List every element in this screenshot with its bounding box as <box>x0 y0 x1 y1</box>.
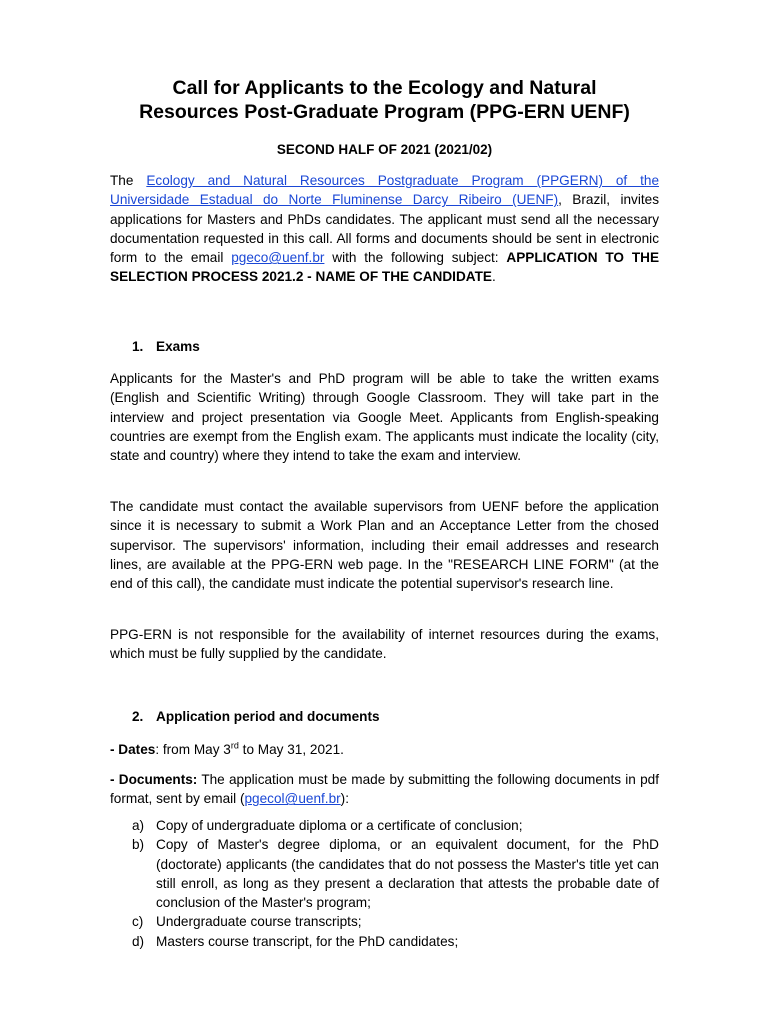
section-1-title: Exams <box>156 339 200 354</box>
list-item-text: Undergraduate course transcripts; <box>156 914 362 930</box>
intro-text-3: with the following subject: <box>324 250 507 266</box>
list-item-marker: a) <box>132 818 145 833</box>
dates-text-b: to May 31, 2021. <box>238 742 344 757</box>
documents-text-b: ): <box>340 791 349 807</box>
title-line-2: Resources Post-Graduate Program (PPG-ERN UENF) <box>139 101 630 123</box>
section-2-number: 2. <box>132 709 144 724</box>
exams-paragraph-2: The candidate must contact the available supervisors from UENF before the application since it is necessary to submit a Work Plan and an Acceptance Letter from the chosed supervisor. The supervisors' information, including their email addresses and research lines, are available at the PPG-ERN web page. In the "RESEARCH LINE FORM" (at the end of this call), the candidate must indicate the potential supervisor's research line. <box>110 499 659 592</box>
exams-paragraph-3: PPG-ERN is not responsible for the availability of internet resources during the exams, which must be fully supplied by the candidate. <box>110 627 659 662</box>
document-title <box>110 76 659 124</box>
documents-label: - Documents: <box>110 772 198 787</box>
list-item <box>110 932 659 951</box>
list-item-text: Copy of Master's degree diploma, or an equivalent document, for the PhD (doctorate) applicants (the candidates that do not possess the Master's title yet can still enroll, as long as they present a declaration that attests the probable date of conclusion of the Master's program; <box>156 837 659 911</box>
intro-text-4: . <box>491 269 496 285</box>
exams-paragraph-1: Applicants for the Master's and PhD program will be able to take the written exams (English and Scientific Writing) through Google Classroom. They will take part in the interview and project presentation via Google Meet. Applicants from English-speaking countries are exempt from the English exam. The applicants must indicate the locality (city, state and country) where they intend to take the exam and interview. <box>110 371 659 464</box>
email-subject: APPLICATION TO THE SELECTION PROCESS 2021.2 - NAME OF THE CANDIDATE <box>110 250 660 285</box>
section-2-title: Application period and documents <box>156 709 380 724</box>
documents-paragraph <box>110 770 659 809</box>
email-link[interactable]: pgeco@uenf.br <box>231 250 325 266</box>
section-2-heading <box>132 708 380 726</box>
list-item-marker: b) <box>132 837 145 853</box>
intro-text-1: The <box>110 173 147 188</box>
intro-text-2: , Brazil, invites applications for Masters and PhDs candidates. The applicant must send all the necessary documentation requested in this call. All forms and documents should be sent in electronic form to the email <box>110 192 659 266</box>
documents-text-a: The application must be made by submitting the following documents in pdf format, sent by email ( <box>110 772 660 807</box>
title-line-1: Call for Applicants to the Ecology and Natural <box>172 77 597 99</box>
documents-list <box>110 816 659 951</box>
intro-paragraph <box>110 171 659 287</box>
list-item-marker: d) <box>132 933 145 949</box>
list-item-text: Masters course transcript, for the PhD candidates; <box>156 933 459 949</box>
documents-email-link[interactable]: pgecol@uenf.br <box>244 791 341 807</box>
dates-superscript: rd <box>230 740 239 751</box>
list-item <box>110 835 659 912</box>
program-link[interactable]: Ecology and Natural Resources Postgraduate Program (PPGERN) of the Universidade Estadual do Norte Fluminense Darcy Ribeiro (UENF) <box>110 173 659 208</box>
list-item-marker: c) <box>132 914 144 930</box>
list-item <box>110 816 659 835</box>
dates-label: - Dates <box>110 742 156 757</box>
document-subtitle: SECOND HALF OF 2021 (2021/02) <box>276 142 493 157</box>
dates-text-a: : from May 3 <box>155 742 231 757</box>
section-1-number: 1. <box>132 339 144 354</box>
list-item-text: Copy of undergraduate diploma or a certificate of conclusion; <box>156 818 523 833</box>
section-1-heading <box>132 338 200 356</box>
dates-line <box>110 740 659 759</box>
list-item <box>110 912 659 931</box>
